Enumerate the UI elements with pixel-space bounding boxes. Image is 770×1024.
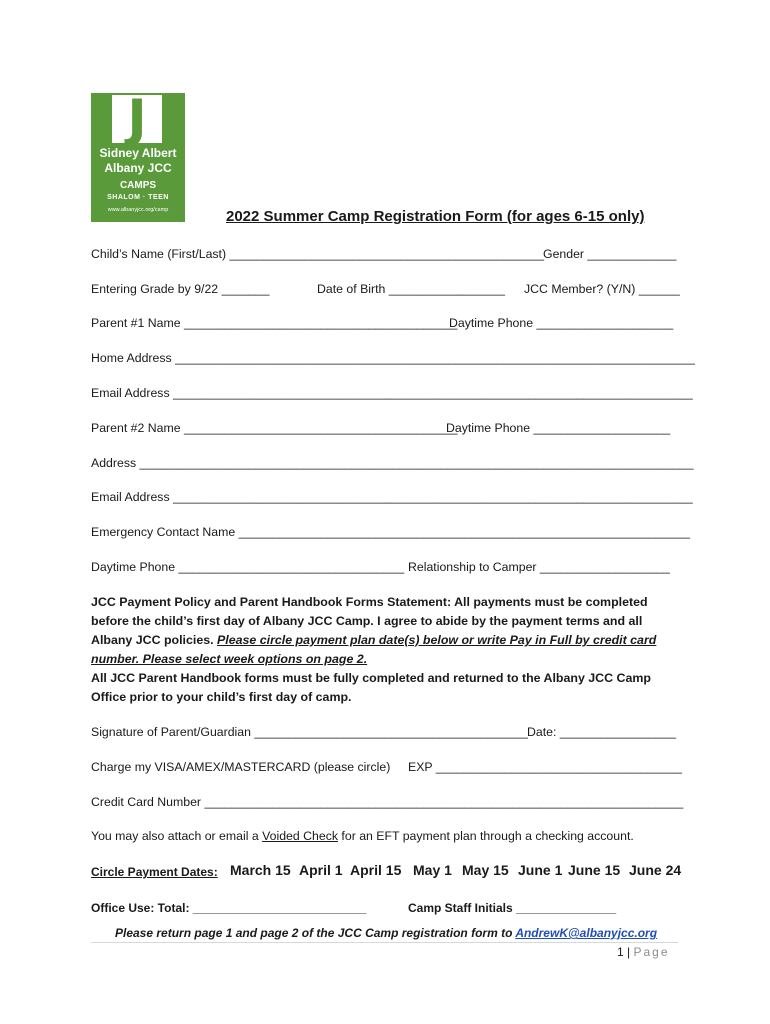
payment-policy-statement — [91, 593, 686, 707]
form-title: 2022 Summer Camp Registration Form (for ages 6-15 only) — [226, 208, 645, 225]
emergency-phone-field[interactable]: Daytime Phone _________________________________ — [91, 560, 405, 574]
policy-emphasis: Please circle payment plan date(s) below or write Pay in Full by credit card number. Please select week options on page 2. — [91, 633, 657, 666]
page-word: Page — [633, 945, 670, 959]
payment-date-june-1[interactable]: June 1 — [518, 862, 563, 878]
office-use-total-field[interactable]: Office Use: Total: __________________________ — [91, 901, 367, 915]
parent2-name-field[interactable]: Parent #2 Name ________________________________________ — [91, 421, 458, 435]
address-field[interactable]: Address _________________________________________________________________________________ — [91, 456, 694, 470]
logo-line-2: Albany JCC — [104, 161, 172, 175]
payment-date-march-15[interactable]: March 15 — [230, 862, 291, 878]
email-address-1-field[interactable]: Email Address ____________________________________________________________________________ — [91, 386, 693, 400]
emergency-contact-field[interactable]: Emergency Contact Name __________________________________________________________________ — [91, 525, 690, 539]
contact-email-link[interactable]: AndrewK@albanyjcc.org — [515, 926, 658, 940]
voided-check-text: Voided Check — [262, 829, 339, 843]
parent1-phone-field[interactable]: Daytime Phone ____________________ — [449, 316, 674, 330]
eft-note-after: for an EFT payment plan through a checking account. — [338, 829, 634, 843]
camp-logo — [91, 89, 185, 222]
payment-date-april-15[interactable]: April 15 — [350, 862, 402, 878]
entering-grade-field[interactable]: Entering Grade by 9/22 _______ — [91, 282, 270, 296]
footer-divider — [91, 942, 678, 943]
payment-date-april-1[interactable]: April 1 — [299, 862, 343, 878]
gender-field[interactable]: Gender _____________ — [543, 247, 677, 261]
relationship-field[interactable]: Relationship to Camper ___________________ — [408, 560, 670, 574]
parent2-phone-field[interactable]: Daytime Phone ____________________ — [446, 421, 671, 435]
page-number — [617, 945, 670, 959]
child-name-field[interactable]: Child’s Name (First/Last) ______________________________________________ — [91, 247, 545, 261]
eft-note — [91, 828, 634, 844]
logo-line-3: CAMPS — [119, 180, 157, 191]
page-number-value: 1 — [617, 945, 624, 959]
logo-line-1: Sidney Albert — [99, 146, 177, 160]
charge-card-options[interactable]: Charge my VISA/AMEX/MASTERCARD (please circle) — [91, 760, 391, 774]
payment-date-may-15[interactable]: May 15 — [462, 862, 509, 878]
home-address-field[interactable]: Home Address ____________________________________________________________________________ — [91, 351, 695, 365]
email-address-2-field[interactable]: Email Address ____________________________________________________________________________ — [91, 490, 693, 504]
date-of-birth-field[interactable]: Date of Birth _________________ — [317, 282, 506, 296]
signature-field[interactable]: Signature of Parent/Guardian ________________________________________ — [91, 725, 528, 739]
payment-date-may-1[interactable]: May 1 — [413, 862, 452, 878]
credit-card-number-field[interactable]: Credit Card Number ______________________________________________________________________ — [91, 795, 684, 809]
policy-text-2: All JCC Parent Handbook forms must be fully completed and returned to the Albany JCC Camp Office prior to your child’s first day of camp. — [91, 671, 651, 704]
parent1-name-field[interactable]: Parent #1 Name ________________________________________ — [91, 316, 458, 330]
payment-date-june-15[interactable]: June 15 — [568, 862, 621, 878]
policy-text-1: JCC Payment Policy and Parent Handbook Forms Statement: All payments must be completed before the child’s first day of Albany JCC Camp. I agree to abide by the payment terms and all Albany JCC policies. — [91, 595, 648, 647]
payment-dates-label: Circle Payment Dates: — [91, 865, 218, 879]
logo-j-letter: J — [127, 89, 147, 149]
logo-line-5: www.albanyjcc.org/camp — [107, 207, 169, 213]
return-instructions-text: Please return page 1 and page 2 of the JCC Camp registration form to — [115, 926, 516, 940]
card-exp-field[interactable]: EXP ____________________________________ — [408, 760, 683, 774]
page-number-separator: | — [623, 945, 634, 959]
eft-note-before: You may also attach or email a — [91, 829, 263, 843]
jcc-member-field[interactable]: JCC Member? (Y/N) ______ — [524, 282, 680, 296]
camp-staff-initials-field[interactable]: Camp Staff Initials _______________ — [408, 901, 617, 915]
logo-line-4: SHALOM · TEEN — [107, 194, 169, 201]
payment-date-june-24[interactable]: June 24 — [629, 862, 682, 878]
signature-date-field[interactable]: Date: _________________ — [527, 725, 677, 739]
return-instructions — [115, 926, 657, 940]
